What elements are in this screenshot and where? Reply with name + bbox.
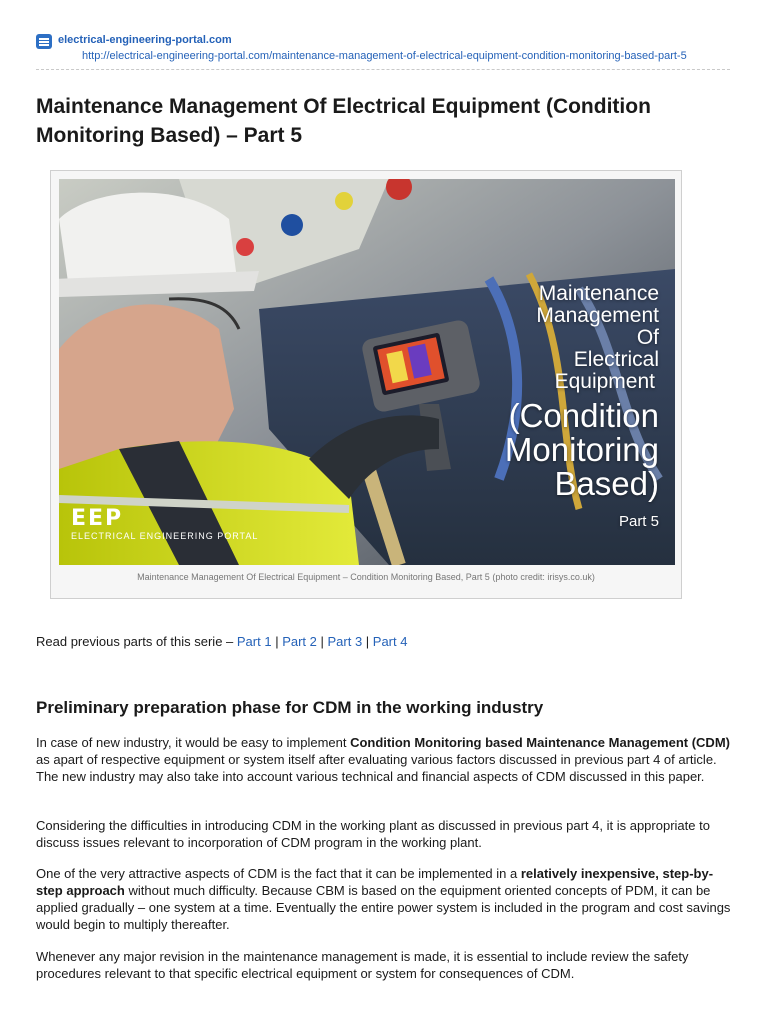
overlay-line-1: Maintenance <box>538 282 659 305</box>
overlay-line-3: Of <box>636 326 659 349</box>
article-title: Maintenance Management Of Electrical Equipment (Condition Monitoring Based) – Part 5 <box>36 95 651 147</box>
link-part-3[interactable]: Part 3 <box>327 634 363 649</box>
series-separator: | <box>362 634 373 649</box>
overlay-line-5: Equipment <box>554 370 655 393</box>
series-separator: | <box>316 634 328 649</box>
paragraph-4: Whenever any major revision in the maintenance management is made, it is essential to include review the safety procedures relevant to that specific electrical equipment or system for consequences of CDM. <box>36 949 689 981</box>
overlay-line-7: Monitoring <box>504 431 659 468</box>
overlay-line-8: Based) <box>554 465 659 502</box>
document-icon <box>36 34 52 49</box>
featured-figure <box>50 170 682 599</box>
link-part-1[interactable]: Part 1 <box>236 634 272 649</box>
section-heading: Preliminary preparation phase for CDM in the working industry <box>36 698 544 717</box>
figure-caption: Maintenance Management Of Electrical Equipment – Condition Monitoring Based, Part 5 (photo credit: irisys.co.uk) <box>137 572 595 582</box>
source-url-link[interactable]: http://electrical-engineering-portal.com/maintenance-management-of-electrical-equipment-condition-monitoring-based-part-5 <box>82 50 687 62</box>
paragraph-2: Considering the difficulties in introducing CDM in the working plant as discussed in previous part 4, it is appropriate to discuss issues relevant to incorporation of CDM program in the working plant. <box>36 818 710 850</box>
series-prefix: Read previous parts of this serie – <box>36 634 237 649</box>
overlay-line-2: Management <box>536 304 659 327</box>
overlay-line-6: (Condition <box>508 397 659 434</box>
link-part-2[interactable]: Part 2 <box>282 634 317 649</box>
paragraph-3: One of the very attractive aspects of CDM is the fact that it can be implemented in a relatively inexpensive, step-by-step approach without much difficulty. Because CBM is based on the equipment oriented concepts of PDM, it can be applied gradually – one system at a time. Eventually the entire power system is included in the program and cost savings would begin to multiply thereafter. <box>36 866 731 932</box>
paragraph-1: In case of new industry, it would be easy to implement Condition Monitoring based Maintenance Management (CDM) as apart of respective equipment or system itself after evaluating various factors discussed in previous part 4 of article. The new industry may also take into account various technical and financial aspects of CDM discussed in this paper. <box>36 735 730 784</box>
source-site-link[interactable]: electrical-engineering-portal.com <box>58 34 232 46</box>
overlay-line-4: Electrical <box>573 348 659 371</box>
eep-logo: EEP ELECTRICAL ENGINEERING PORTAL <box>71 506 259 541</box>
link-part-4[interactable]: Part 4 <box>372 634 408 649</box>
series-navigation <box>36 634 407 649</box>
header-divider <box>36 69 730 70</box>
series-separator: | <box>271 634 283 649</box>
overlay-part: Part 5 <box>618 513 659 530</box>
